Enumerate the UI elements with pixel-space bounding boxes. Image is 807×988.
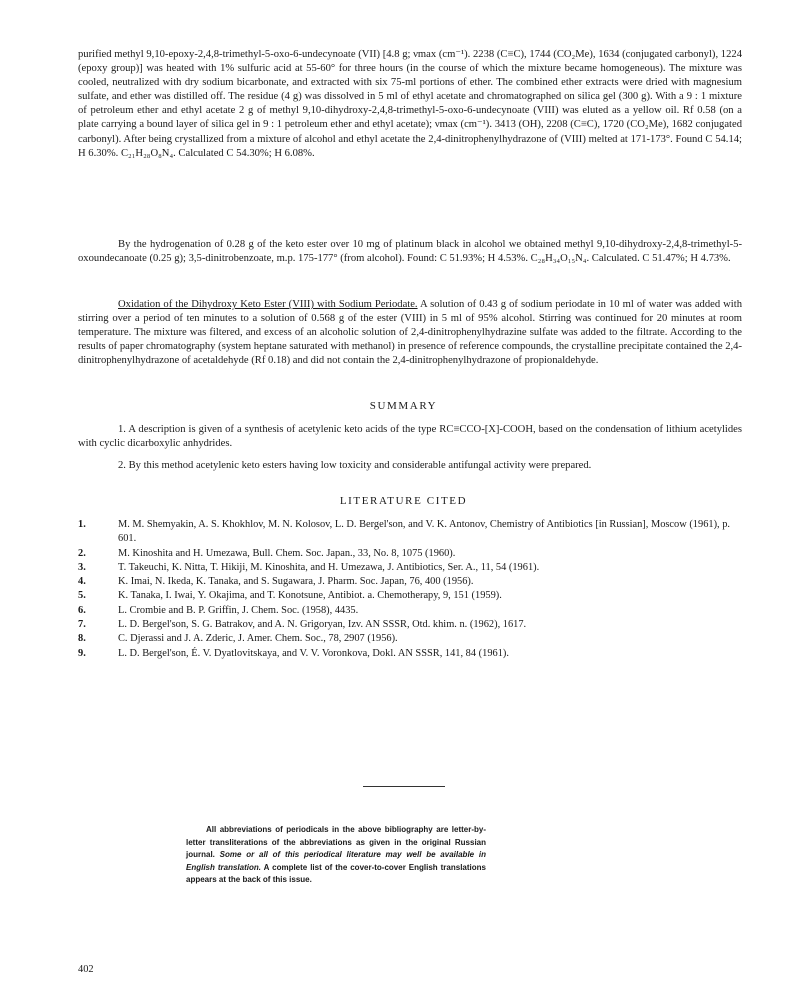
experimental-paragraph-1: purified methyl 9,10-epoxy-2,4,8-trimethyl-5-oxo-6-undecynoate (VII) [4.8 g; νmax (cm⁻¹). 2238 (C≡C), 1744 (CO₂Me), 1634 (conjugated carbonyl), 1224 (epoxy group)] was heated with 1% sulfuric acid at 55-60° for three hours (in the course of which the mixture became homogeneous). The mixture was cooled, neutralized with dry sodium bicarbonate, and extracted with six 75-ml portions of ether. The combined ether extracts were dried with magnesium sulfate, and ether was distilled off. The residue (4 g) was dissolved in 5 ml of ethyl acetate and chromatographed on silica gel (300 g). With a 9 : 1 mixture of petroleum ether and ethyl acetate 2 g of methyl 9,10-dihydroxy-2,4,8-trimethyl-5-oxo-6-undecynoate (VIII) was eluted as a yellow oil. Rf 0.58 (on a plate carrying a bound layer of silica gel in 9 : 1 petroleum ether and ethyl acetate); νmax (cm⁻¹). 3413 (OH), 2208 (C≡C), 1720 (CO₂Me), 1682 conjugated carbonyl). After being crystallized from a mixture of alcohol and ethyl acetate the 2,4-dinitrophenylhydrazone of (VIII) melted at 171-173°. Found C 54.14; H 6.30%. C₂₁H₂₈O₈N₄. Calculated C 54.30%; H 6.08%.: [78, 49, 742, 159]
reference-number: 3.: [78, 561, 86, 573]
hydrogenation-paragraph: By the hydrogenation of 0.28 g of the keto ester over 10 mg of platinum black in alcohol we obtained methyl 9,10-dihydroxy-2,4,8-trimethyl-5-oxoundecanoate (0.25 g); 3,5-dinitrobenzoate, m.p. 175-177° (from alcohol). Found: C 51.93%; H 4.53%. C₂₈H₃₄O₁₅N₄. Calculated. C 51.47%; H 4.73%.: [78, 239, 742, 265]
reference-text: L. D. Bergel'son, É. V. Dyatlovitskaya, and V. V. Voronkova, Dokl. AN SSSR, 141, 84 (1961).: [118, 647, 509, 659]
reference-number: 5.: [78, 590, 86, 602]
reference-text: T. Takeuchi, K. Nitta, T. Hikiji, M. Kinoshita, and H. Umezawa, J. Antibiotics, Ser. A., 11, 54 (1961).: [118, 561, 540, 573]
reference-text: L. Crombie and B. P. Griffin, J. Chem. Soc. (1958), 4435.: [118, 604, 359, 616]
oxidation-paragraph: [78, 298, 742, 368]
reference-item: [78, 561, 742, 575]
reference-number: 7.: [78, 619, 86, 631]
summary-item-1: 1. A description is given of a synthesis of acetylenic keto acids of the type RC≡CCO-[X]-COOH, based on the condensation of lithium acetylides with cyclic dicarboxylic anhydrides.: [78, 424, 742, 450]
reference-item: [78, 604, 742, 618]
translation-note-part-1: All abbreviations of periodicals in the above bibliography are letter-by-letter transliterations of the abbreviations as given in the original Russian journal.: [186, 825, 486, 860]
reference-number: 8.: [78, 633, 86, 645]
reference-text: M. M. Shemyakin, A. S. Khokhlov, M. N. Kolosov, L. D. Bergel'son, and V. K. Antonov, Chemistry of Antibiotics [in Russian], Moscow (1961), p. 601.: [118, 519, 731, 545]
reference-number: 4.: [78, 576, 86, 588]
section-divider: [363, 786, 445, 787]
reference-item: [78, 618, 742, 632]
reference-item: [78, 647, 742, 661]
reference-item: [78, 547, 742, 561]
reference-number: 6.: [78, 604, 86, 616]
reference-item: [78, 589, 742, 603]
reference-list: [78, 518, 742, 661]
oxidation-subheading: Oxidation of the Dihydroxy Keto Ester (VIII) with Sodium Periodate.: [118, 299, 418, 310]
reference-text: M. Kinoshita and H. Umezawa, Bull. Chem. Soc. Japan., 33, No. 8, 1075 (1960).: [118, 547, 456, 559]
reference-number: 2.: [78, 547, 86, 559]
reference-item: [78, 518, 742, 547]
reference-number: 9.: [78, 647, 86, 659]
summary-item-2: 2. By this method acetylenic keto esters having low toxicity and considerable antifungal activity were prepared.: [118, 460, 592, 471]
translation-note: [186, 824, 486, 887]
reference-item: [78, 575, 742, 589]
page-number: 402: [78, 964, 94, 975]
oxidation-body: A solution of 0.43 g of sodium periodate in 10 ml of water was added with stirring over a period of ten minutes to a solution of 0.568 g of the ester (VIII) in 5 ml of 95% alcohol. Stirring was continued for 20 minutes at room temperature. The mixture was filtered, and excess of an alcoholic solution of 2,4-dinitrophenylhydrazine sulfate was added to the filtrate. According to the results of paper chromatography (system heptane saturated with methanol) in presence of reference compounds, the crystalline precipitate contained the 2,4-dinitrophenylhydrazone of acetaldehyde (Rf 0.18) and did not contain the 2,4-dinitrophenylhydrazone of propionaldehyde.: [78, 299, 742, 367]
summary-heading: SUMMARY: [369, 400, 438, 412]
literature-heading: LITERATURE CITED: [339, 495, 468, 507]
translation-note-part-2: Some or all of this periodical literature may well be available in English translation.: [186, 850, 486, 872]
reference-text: K. Imai, N. Ikeda, K. Tanaka, and S. Sugawara, J. Pharm. Soc. Japan, 76, 400 (1956).: [118, 576, 474, 588]
reference-text: K. Tanaka, I. Iwai, Y. Okajima, and T. Konotsune, Antibiot. a. Chemotherapy, 9, 151 (1959).: [118, 590, 502, 602]
reference-number: 1.: [78, 519, 86, 530]
translation-note-part-3: A complete list of the cover-to-cover English translations appears at the back of this issue.: [186, 862, 486, 885]
reference-text: C. Djerassi and J. A. Zderic, J. Amer. Chem. Soc., 78, 2907 (1956).: [118, 633, 398, 645]
reference-item: [78, 632, 742, 646]
reference-text: L. D. Bergel'son, S. G. Batrakov, and A. N. Grigoryan, Izv. AN SSSR, Otd. khim. n. (1962), 1617.: [118, 619, 527, 631]
